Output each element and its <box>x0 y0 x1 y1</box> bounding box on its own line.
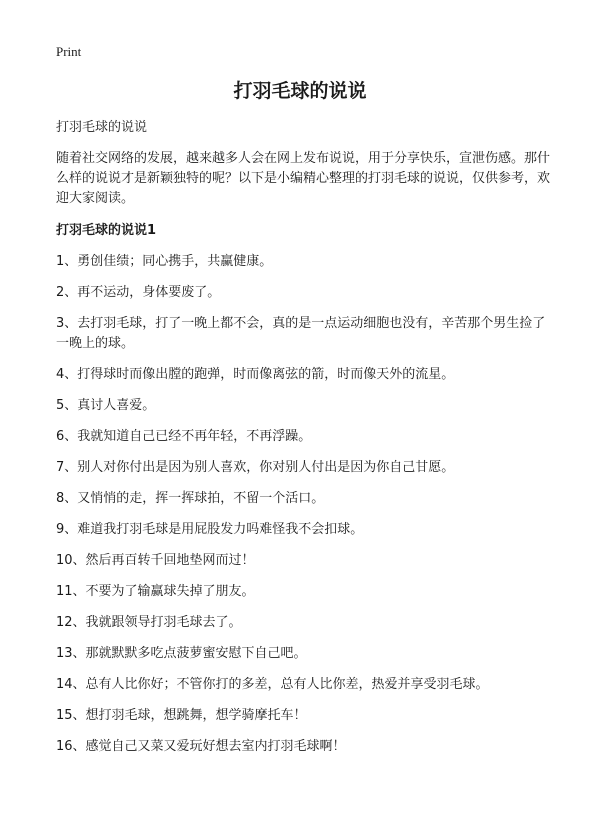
list-item: 11、不要为了输赢球失掉了朋友。 <box>56 584 255 599</box>
list-item: 13、那就默默多吃点菠萝蜜安慰下自己吧。 <box>56 646 307 661</box>
list-item: 12、我就跟领导打羽毛球去了。 <box>56 615 242 630</box>
list-item: 8、又悄悄的走，挥一挥球拍，不留一个活口。 <box>56 491 325 506</box>
list-item: 10、然后再百转千回地垫网而过！ <box>56 553 255 568</box>
list-item: 7、别人对你付出是因为别人喜欢，你对别人付出是因为你自己甘愿。 <box>56 460 455 475</box>
list-item: 9、难道我打羽毛球是用屁股发力吗难怪我不会扣球。 <box>56 522 364 537</box>
list-item: 6、我就知道自己已经不再年轻，不再浮躁。 <box>56 429 312 444</box>
list-item: 3、去打羽毛球，打了一晚上都不会，真的是一点运动细胞也没有，辛苦那个男生捡了一晚上的球。 <box>56 316 546 351</box>
list-item: 16、感觉自己又菜又爱玩好想去室内打羽毛球啊！ <box>56 739 346 754</box>
list-item: 14、总有人比你好；不管你打的多差，总有人比你差，热爱并享受羽毛球。 <box>56 677 489 692</box>
list-item: 15、想打羽毛球，想跳舞，想学骑摩托车！ <box>56 708 307 723</box>
print-link[interactable]: Print <box>56 44 82 59</box>
list-item: 2、再不运动，身体要废了。 <box>56 285 221 300</box>
list-item: 1、勇创佳绩；同心携手，共赢健康。 <box>56 254 273 269</box>
quote-list <box>56 252 556 757</box>
list-item: 4、打得球时而像出膛的跑弹，时而像离弦的箭，时而像天外的流星。 <box>56 367 455 382</box>
section-heading: 打羽毛球的说说1 <box>56 223 157 238</box>
list-item: 5、真讨人喜爱。 <box>56 398 156 413</box>
intro-paragraph: 随着社交网络的发展，越来越多人会在网上发布说说，用于分享快乐，宣泄伤感。那什么样的说说才是新颖独特的呢？以下是小编精心整理的打羽毛球的说说，仅供参考，欢迎大家阅读。 <box>56 151 551 206</box>
article-body <box>56 118 556 768</box>
article-subtitle: 打羽毛球的说说 <box>56 120 148 135</box>
page-title: 打羽毛球的说说 <box>233 80 367 102</box>
